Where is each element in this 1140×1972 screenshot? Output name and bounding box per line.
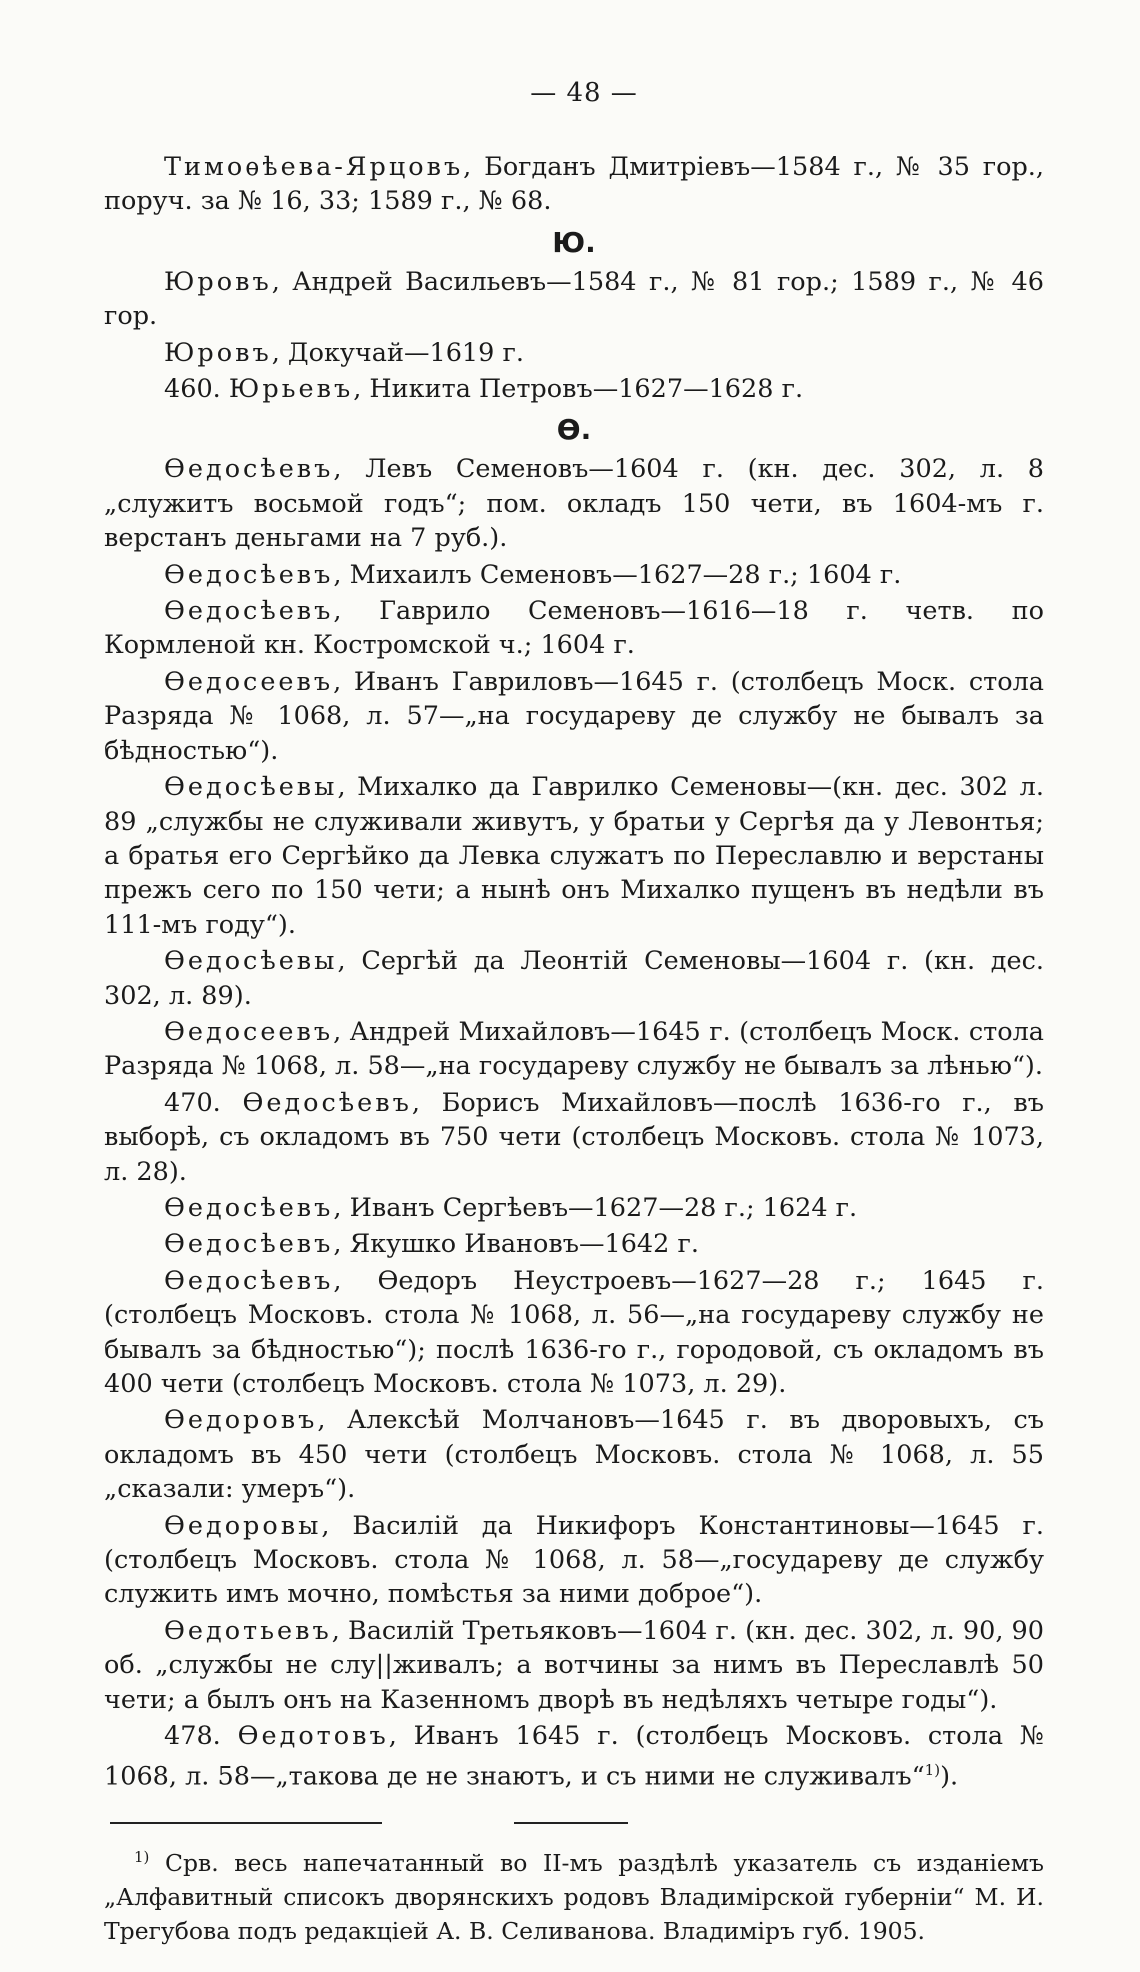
footnote-reference[interactable]: 1) bbox=[924, 1761, 941, 1780]
entry-text: , Иванъ Сергѣевъ—1627—28 г.; 1624 г. bbox=[333, 1192, 858, 1223]
entry-surname: Юрьевъ bbox=[228, 374, 354, 405]
footnote-text: Срв. весь напечатанный во II-мъ раздѣлѣ указатель съ изданіемъ „Алфавитный списокъ дворянскихъ родовъ Владимірской губерніи“ М. И. Трегубова подъ редакціей А. В. Селиванова. Владиміръ губ. 1905. bbox=[104, 1849, 1044, 1946]
entry-surname: Ѳедоровы bbox=[164, 1510, 322, 1541]
entry-text: , Якушко Ивановъ—1642 г. bbox=[333, 1229, 699, 1260]
separator-rule-right bbox=[514, 1822, 628, 1824]
entry bbox=[104, 770, 1044, 942]
entry-text-tail: ). bbox=[940, 1761, 959, 1792]
entry-surname: Ѳедосѣевъ bbox=[164, 1229, 334, 1260]
entry-surname: Ѳедосѣевъ bbox=[164, 454, 334, 485]
entry bbox=[104, 1227, 1044, 1261]
entry-text: , Василій Третьяковъ—1604 г. (кн. дес. 302, л. 90, 90 об. „службы не слу||живалъ; а вотчины за нимъ въ Переславлѣ 50 чети; а былъ онъ на Казенномъ дворѣ въ недѣляхъ четыре годы“). bbox=[104, 1615, 1044, 1715]
entry bbox=[104, 1191, 1044, 1225]
entry bbox=[104, 150, 1044, 219]
entry-text: , Михаилъ Семеновъ—1627—28 г.; 1604 г. bbox=[333, 559, 902, 590]
entry-text: , Алексѣй Молчановъ—1645 г. въ дворовыхъ, съ окладомъ въ 450 чети (столбецъ Московъ. стола № 1068, л. 55 „сказали: умеръ“). bbox=[104, 1405, 1044, 1505]
entry-surname: Ѳедотьевъ bbox=[164, 1615, 332, 1646]
entry bbox=[104, 452, 1044, 555]
entry-text: , Иванъ 1645 г. (столбецъ Московъ. стола № 1068, л. 58—„такова де не знаютъ, и съ ними не служивалъ“ bbox=[104, 1721, 1045, 1792]
entry-text: , Михалко да Гаврилко Семеновы—(кн. дес. 302 л. 89 „службы не служивали живутъ, у братьи у Сергѣя да у Левонтья; а братья его Сергѣйко да Левка служатъ по Переславлю и верстаны прежъ сего по 150 чети; а нынѣ онъ Михалко пущенъ въ недѣли въ 111-мъ году“). bbox=[104, 772, 1044, 940]
entry-surname: Юровъ bbox=[164, 266, 272, 297]
entry bbox=[104, 1086, 1044, 1189]
entry bbox=[104, 594, 1044, 663]
entry-text: , Левъ Семеновъ—1604 г. (кн. дес. 302, л. 8 „служитъ восьмой годъ“; пом. окладъ 150 чети, въ 1604-мъ г. верстанъ деньгами на 7 руб.). bbox=[104, 454, 1044, 554]
entry bbox=[104, 1614, 1044, 1717]
footnote bbox=[104, 1846, 1044, 1948]
entry-text: , Василій да Никифоръ Константиновы—1645 г. (столбецъ Московъ. стола № 1068, л. 58—„государеву де службу служить имъ мочно, помѣстья за ними доброе“). bbox=[104, 1510, 1044, 1610]
entry bbox=[104, 558, 1044, 592]
section-letter: Ѳ. bbox=[556, 413, 592, 447]
entry-text: , Никита Петровъ—1627—1628 г. bbox=[353, 374, 804, 405]
entry bbox=[104, 265, 1044, 334]
entry-number: 478. bbox=[164, 1721, 238, 1752]
entry-text: , Докучай—1619 г. bbox=[271, 337, 524, 368]
entry bbox=[104, 336, 1044, 370]
entry bbox=[104, 1403, 1044, 1506]
entry-surname: Ѳедосеевъ bbox=[164, 666, 334, 697]
entry-surname: Ѳедосѣевъ bbox=[242, 1087, 412, 1118]
entry-surname: Ѳедосѣевъ bbox=[164, 1192, 334, 1223]
entry-text: , Ѳедоръ Неустроевъ—1627—28 г.; 1645 г. (столбецъ Московъ. стола № 1068, л. 56—„на государеву службу не бывалъ за бѣдностью“); послѣ 1636-го г., городовой, съ окладомъ въ 400 чети (столбецъ Московъ. стола № 1073, л. 29). bbox=[104, 1265, 1044, 1399]
entry-text: , Андрей Васильевъ—1584 г., № 81 гор.; 1589 г., № 46 гор. bbox=[104, 266, 1044, 332]
entry bbox=[104, 665, 1044, 768]
entry bbox=[104, 1719, 1044, 1794]
entry bbox=[104, 1015, 1044, 1084]
entry-surname: Ѳедосѣевы bbox=[164, 946, 338, 977]
entry-surname: Ѳедосѣевъ bbox=[164, 596, 334, 627]
entry-surname: Ѳедосеевъ bbox=[164, 1016, 334, 1047]
entry-surname: Ѳедосѣевы bbox=[164, 772, 338, 803]
entry bbox=[104, 372, 1044, 406]
entry bbox=[104, 1264, 1044, 1402]
entry-text: , Богданъ Дмитріевъ—1584 г., № 35 гор., поруч. за № 16, 33; 1589 г., № 68. bbox=[104, 152, 1044, 217]
entry-number: 460. bbox=[164, 374, 229, 405]
page-number: — 48 — bbox=[530, 78, 638, 108]
entry-surname: Ѳедоровъ bbox=[164, 1405, 318, 1436]
section-letter: Ю. bbox=[552, 225, 596, 259]
entry bbox=[104, 944, 1044, 1013]
entry-surname: Ѳедосѣевъ bbox=[164, 1265, 334, 1296]
entry bbox=[104, 1509, 1044, 1612]
entry-number: 470. bbox=[164, 1087, 243, 1118]
entry-text: , Иванъ Гавриловъ—1645 г. (столбецъ Моск. стола Разряда № 1068, л. 57—„на государеву де службу не бывалъ за бѣдностью“). bbox=[104, 666, 1044, 766]
entry-surname: Юровъ bbox=[164, 337, 272, 368]
footnote-marker: 1) bbox=[134, 1848, 150, 1867]
entry-text: , Гаврило Семеновъ—1616—18 г. четв. по Кормленой кн. Костромской ч.; 1604 г. bbox=[104, 596, 1044, 661]
entry-surname: Ѳедотовъ bbox=[237, 1721, 389, 1752]
entry-text: , Сергѣй да Леонтій Семеновы—1604 г. (кн. дес. 302, л. 89). bbox=[104, 946, 1044, 1011]
entry-text: , Андрей Михайловъ—1645 г. (столбецъ Моск. стола Разряда № 1068, л. 58—„на государеву службу не бывалъ за лѣнью“). bbox=[104, 1016, 1044, 1082]
page-body bbox=[104, 78, 1044, 1972]
footnote-separator bbox=[104, 1796, 1044, 1840]
entry-surname: Ѳедосѣевъ bbox=[164, 559, 334, 590]
entry-surname: Тимоѳѣева-Ярцовъ bbox=[164, 152, 464, 182]
entry-text: , Борисъ Михайловъ—послѣ 1636-го г., въ выборѣ, съ окладомъ въ 750 чети (столбецъ Московъ. стола № 1073, л. 28). bbox=[104, 1087, 1044, 1187]
separator-rule-left bbox=[110, 1822, 382, 1824]
